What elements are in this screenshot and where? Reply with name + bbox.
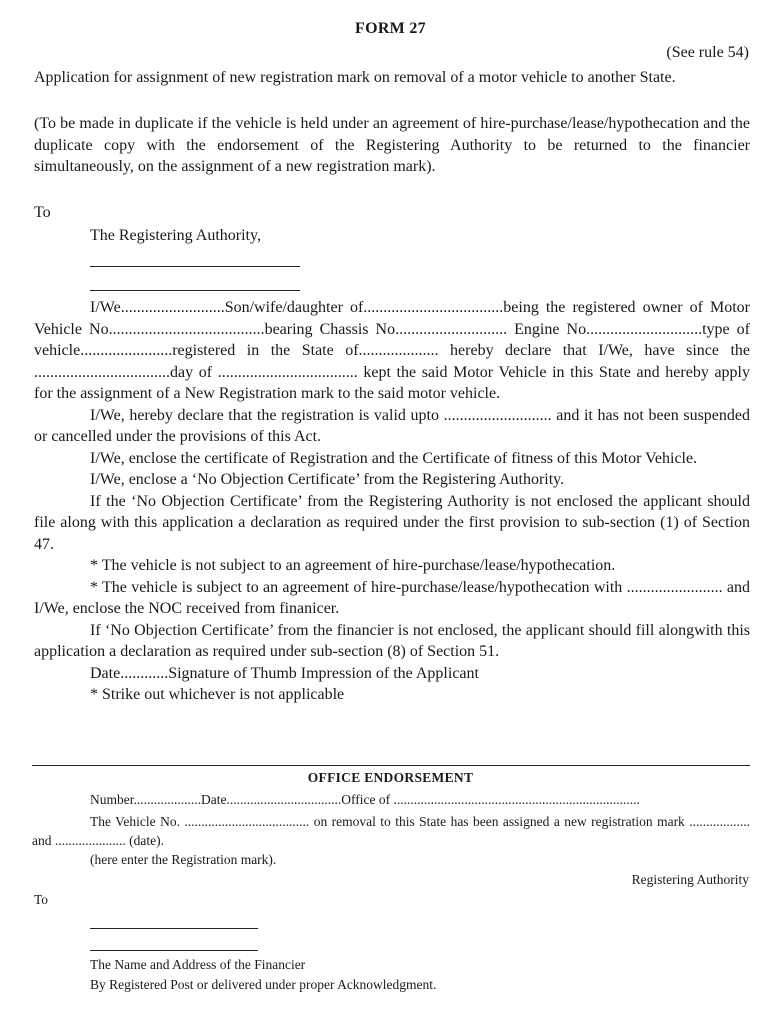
enclose-noc-paragraph: I/We, enclose a ‘No Objection Certificate’ from the Registering Authority. (90, 471, 565, 488)
validity-paragraph: I/We, hereby declare that the registration is valid upto ........................... and it has not been suspended or cancelled under the provisions of this Act. (34, 406, 750, 445)
is-subject-option: * The vehicle is subject to an agreement of hire-purchase/lease/hypothecation with ........................ and I/We, enclose the NOC received from finanicer. (34, 578, 750, 617)
date-signature-line: Date............Signature of Thumb Impression of the Applicant (90, 664, 479, 682)
vehicle-assignment-text: The Vehicle No. ..................................... on removal to this State has been assigned a new registration mark .................. and ..................... (date). (32, 814, 750, 848)
address-blank-line (90, 266, 300, 267)
to-label (34, 202, 750, 224)
registering-authority-signature: Registering Authority (631, 872, 749, 887)
delivery-method-note: By Registered Post or delivered under proper Acknowledgment. (90, 977, 437, 992)
application-body (34, 297, 750, 706)
intro-text: Application for assignment of new registration mark on removal of a motor vehicle to another State. (34, 69, 676, 86)
financier-name-label: The Name and Address of the Financier (90, 957, 306, 972)
registration-mark-hint: (here enter the Registration mark). (90, 852, 277, 867)
financier-blank-line (90, 928, 258, 929)
address-blank-line (90, 290, 300, 291)
financier-blank-line (90, 950, 258, 951)
declaration-paragraph: I/We..........................Son/wife/daughter of...................................being the registered owner of Motor Vehicle No.......................................bearing Chassis No............................ Engine No.............................type of vehicle.......................registered in the State of.................... hereby declare that I/We, have since the ..................................day of ................................... kept the said Motor Vehicle in this State and hereby apply for the assignment of a New Registration mark to the said motor vehicle. (34, 299, 750, 402)
strike-note: * Strike out whichever is not applicable (90, 686, 345, 703)
noc-requirement-paragraph: If the ‘No Objection Certificate’ from the Registering Authority is not enclosed the applicant should file along with this application a declaration as required under the first provision to sub-section (1) of Section 47. (34, 492, 750, 553)
intro-paragraph (34, 67, 750, 89)
duplicate-note (34, 113, 750, 178)
office-to-label: To (34, 892, 49, 907)
form-title: FORM 27 (355, 20, 426, 37)
note-text: (To be made in duplicate if the vehicle is held under an agreement of hire-purchase/lease/hypothecation and the duplicate copy with the endorsement of the Registering Authority to be returned to the financier simultaneously, on the assignment of a new registration mark). (34, 115, 750, 175)
office-endorsement-title: OFFICE ENDORSEMENT (307, 770, 474, 785)
office-here-enter (90, 850, 750, 869)
office-number-line (90, 790, 750, 809)
authority-name: The Registering Authority, (90, 227, 261, 244)
enclose-certificate-paragraph: I/We, enclose the certificate of Registration and the Certificate of fitness of this Motor Vehicle. (90, 449, 698, 467)
financier-noc-paragraph: If ‘No Objection Certificate’ from the financier is not enclosed, the applicant should fill alongwith this application a declaration as required under sub-section (8) of Section 51. (34, 621, 750, 660)
section-divider (32, 765, 750, 766)
not-subject-option: * The vehicle is not subject to an agreement of hire-purchase/lease/hypothecation. (90, 557, 616, 574)
number-date-office: Number....................Date..................................Office of ......................................................................... (90, 792, 640, 807)
to-text: To (34, 204, 51, 221)
office-vehicle-line (32, 812, 750, 850)
rule-reference: (See rule 54) (666, 44, 749, 61)
